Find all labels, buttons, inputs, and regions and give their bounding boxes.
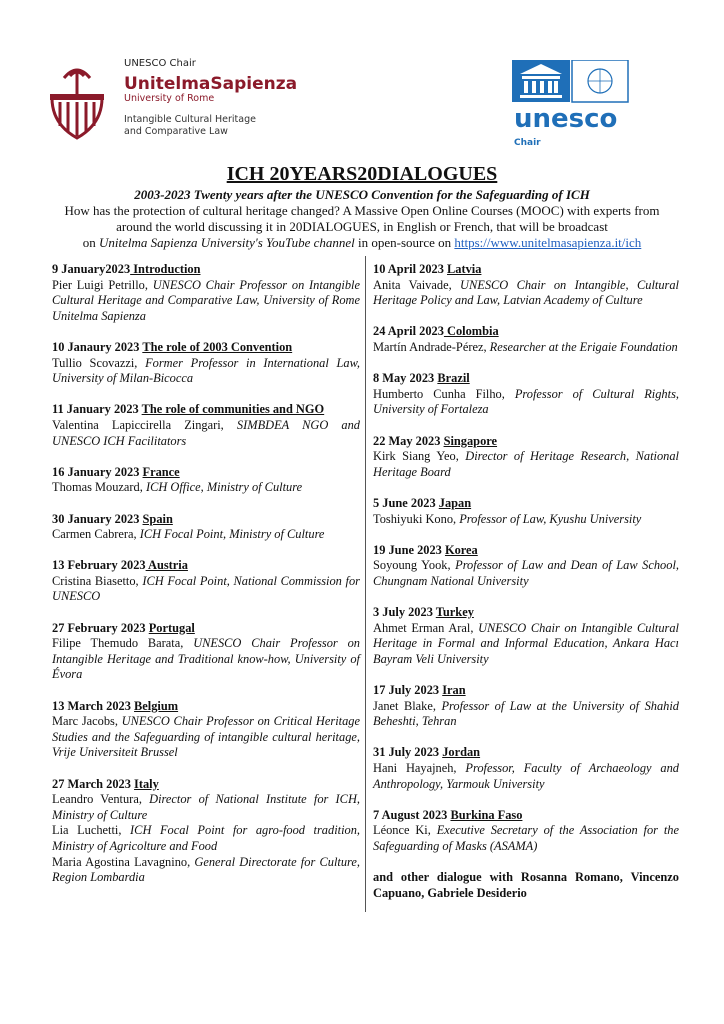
dialogue-entry: 19 June 2023 Korea Soyoung Yook, Professor of Law and Dean of Law School, Chungnam National University [373, 542, 679, 588]
youtube-channel-name: Unitelma Sapienza University's YouTube channel [98, 235, 355, 250]
schedule-right-column [373, 262, 679, 901]
dialogue-entry: 11 January 2023 The role of communities and NGO Valentina Lapiccirella Zingari, SIMBDEA NGO and UNESCO ICH Facilitators [52, 402, 361, 448]
dialogue-entry: 31 July 2023 Jordan Hani Hayajneh, Professor, Faculty of Archaeology and Anthropology, Yarmouk University [373, 745, 679, 791]
dialogue-entry: 16 January 2023 France Thomas Mouzard, ICH Office, Ministry of Culture [52, 464, 303, 495]
dialogue-entry: 27 February 2023 Portugal Filipe Themudo Barata, UNESCO Chair Professor on Intangible Heritage and Traditional know-how, University of Évora [52, 620, 360, 682]
unesco-chair-logo [512, 60, 642, 152]
dialogue-entry: 27 March 2023 Italy Leandro Ventura, Director of National Institute for ICH, Ministry of Culture Lia Luchetti, ICH Focal Point for agro-food tradition, Ministry of Agricolture and Food Maria Agostina Lavagnino, General Directorate for Culture, Region Lombardia [52, 776, 361, 885]
intro-text: How has the protection of cultural heritage changed? A Massive Open Online Courses (MOOC) with experts from around the world discussing it in 20DIALOGUES, in English or French, that will be broadcast on Unitelma Sapienza University's YouTube channel in open-source on https://www.unitelmasapienza.it/ich [64, 203, 660, 250]
unitelma-sapienza-logo [44, 58, 314, 158]
dialogue-entry: 22 May 2023 Singapore Kirk Siang Yeo, Director of Heritage Research, National Heritage Board [373, 433, 679, 479]
sapienza-emblem-icon [44, 64, 110, 144]
page-subtitle: 2003-2023 Twenty years after the UNESCO Convention for the Safeguarding of ICH [134, 187, 590, 202]
unesco-temple-icon [512, 60, 630, 104]
dialogue-entry: 3 July 2023 Turkey Ahmet Erman Aral, UNESCO Chair on Intangible Cultural Heritage in Formal and Informal Education, Ankara Hacı Bayram Veli University [373, 605, 679, 666]
logo-chair-label: UNESCO Chair [124, 58, 196, 69]
dialogue-entry: 5 June 2023 Japan Toshiyuki Kono, Professor of Law, Kyushu University [373, 495, 642, 526]
logo-description: Intangible Cultural Heritage and Comparative Law [124, 114, 256, 137]
unesco-chair-label: Chair [514, 138, 541, 148]
dialogue-entry: 17 July 2023 Iran Janet Blake, Professor of Law at the University of Shahid Beheshti, Tehran [373, 683, 679, 729]
dialogue-entry: 13 March 2023 Belgium Marc Jacobs, UNESCO Chair Professor on Critical Heritage Studies and the Safeguarding of intangible cultural heritage, Vrije Universiteit Brussel [52, 698, 360, 760]
closing-note: and other dialogue with Rosanna Romano, Vincenzo Capuano, Gabriele Desiderio [373, 870, 679, 900]
logo-university: University of Rome [124, 93, 215, 104]
dialogue-entry: 8 May 2023 Brazil Humberto Cunha Filho, Professor of Cultural Rights, University of Fortaleza [373, 371, 679, 417]
dialogue-entry: 10 April 2023 Latvia Anita Vaivade, UNESCO Chair on Intangible, Cultural Heritage Policy and Law, Latvian Academy of Culture [373, 262, 679, 308]
dialogue-entry: 24 April 2023 Colombia Martín Andrade-Pérez, Researcher at the Erigaie Foundation [373, 324, 678, 354]
schedule-left-column [52, 262, 360, 901]
unesco-wordmark: unesco [514, 104, 618, 134]
logo-brand-name: UnitelmaSapienza [124, 74, 298, 94]
dialogue-entry: 10 Janaury 2023 The role of 2003 Convention Tullio Scovazzi, Former Professor in International Law, University of Milan-Bicocca [52, 339, 361, 386]
ich-website-link[interactable]: https://www.unitelmasapienza.it/ich [454, 235, 642, 250]
page-title: ICH 20YEARS20DIALOGUES [226, 163, 498, 185]
dialogue-entry: 30 January 2023 Spain Carmen Cabrera, ICH Focal Point, Ministry of Culture [52, 511, 325, 542]
dialogue-entry: 9 January2023 Introduction Pier Luigi Petrillo, UNESCO Chair Professor on Intangible Cultural Heritage and Comparative Law, University of Rome Unitelma Sapienza [52, 262, 360, 323]
dialogue-entry: 7 August 2023 Burkina Faso Léonce Ki, Executive Secretary of the Association for the Safeguarding of Masks (ASAMA) [373, 807, 679, 853]
column-divider [365, 256, 366, 912]
dialogue-entry: 13 February 2023 Austria Cristina Biasetto, ICH Focal Point, National Commission for UNESCO [52, 558, 361, 604]
